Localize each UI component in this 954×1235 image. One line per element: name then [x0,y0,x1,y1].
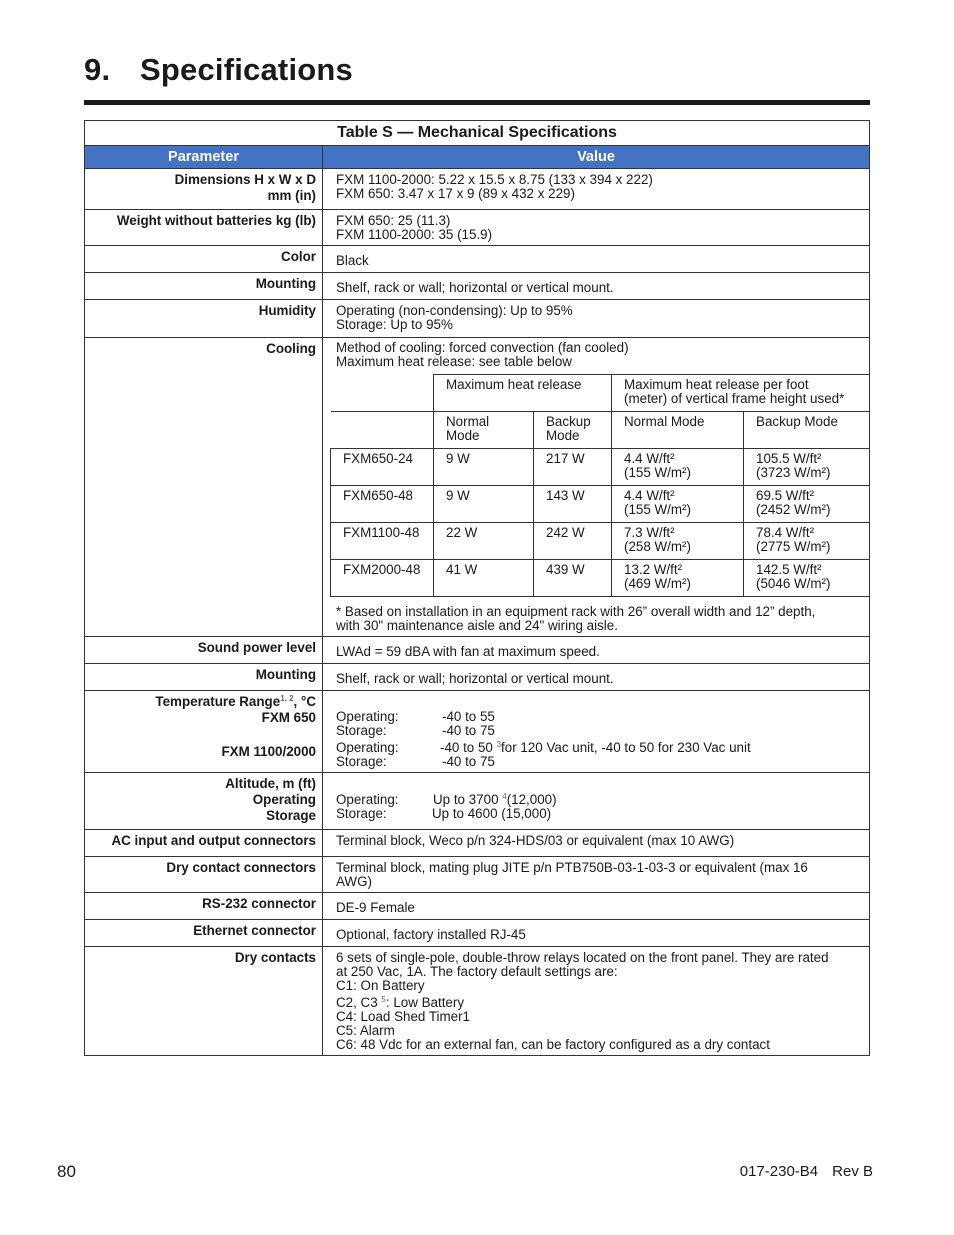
backup-heat-cell: 439 W [534,560,612,597]
value-cell: Terminal block, mating plug JITE p/n PTB750B-03-1-03-3 or equivalent (max 16 AWG) [323,857,870,893]
heading-rule [84,100,870,105]
cooling-value-cell [323,338,870,637]
heat-release-table [330,374,870,597]
value-cell: FXM 1100-2000: 5.22 x 15.5 x 8.75 (133 x 394 x 222) FXM 650: 3.47 x 17 x 9 (89 x 432 x 229) [323,169,870,210]
table-row [85,664,870,691]
value-cell: Optional, factory installed RJ-45 [323,920,870,947]
value-cell: Terminal block, Weco p/n 324-HDS/03 or equivalent (max 10 AWG) [323,830,870,857]
heat-subheader-row [331,412,870,449]
table-header-row [85,146,870,169]
value-cell: Black [323,246,870,273]
model-cell: FXM650-48 [331,486,434,523]
section-heading [84,52,353,88]
value-cell: Shelf, rack or wall; horizontal or vertical mount. [323,273,870,300]
parameter-cell: RS-232 connector [85,893,323,920]
table-row [85,857,870,893]
value-cell: FXM 650: 25 (11.3) FXM 1100-2000: 35 (15.9) [323,210,870,246]
table-row [85,637,870,664]
parameter-cell: Altitude, m (ft) Operating Storage [85,773,323,830]
value-cell: Operating (non-condensing): Up to 95% Storage: Up to 95% [323,300,870,338]
cooling-footnote: * Based on installation in an equipment rack with 26” overall width and 12” depth, with 30" maintenance aisle and 24" wiring aisle. [336,604,816,633]
max-heat-header: Maximum heat release [434,375,612,412]
parameter-cell: Sound power level [85,637,323,664]
parameter-cell: Cooling [85,338,323,637]
parameter-cell: Dry contacts [85,947,323,1056]
parameter-cell: Dry contact connectors [85,857,323,893]
backup-heat-cell: 217 W [534,449,612,486]
normal-mode-header: Normal Mode [434,412,534,449]
cooling-intro: Method of cooling: forced convection (fan cooled) Maximum heat release: see table below [336,340,629,369]
per-foot-backup-cell: 105.5 W/ft² (3723 W/m²) [744,449,870,486]
backup-heat-cell: 143 W [534,486,612,523]
model-cell: FXM2000-48 [331,560,434,597]
table-caption: Table S — Mechanical Specifications [85,121,870,146]
parameter-cell: Ethernet connector [85,920,323,947]
parameter-cell: Temperature Range$^{1, 2}$, °C FXM 650 FXM 1100/2000 [85,691,323,773]
table-row [85,773,870,830]
heat-header-row [331,375,870,412]
table-row [85,300,870,338]
value-cell: Operating: Up to 3700 $^4$(12,000) Storage: Up to 4600 (15,000) [323,773,870,830]
table-row [85,691,870,773]
value-column-header: Value [323,146,870,169]
revision: Rev B [832,1163,873,1180]
heat-data-row [331,560,870,597]
value-cell: LWAd = 59 dBA with fan at maximum speed. [323,637,870,664]
table-row [85,830,870,857]
normal-heat-cell: 41 W [434,560,534,597]
heat-data-row [331,449,870,486]
parameter-cell: Mounting [85,273,323,300]
parameter-cell: Mounting [85,664,323,691]
normal-mode-per-foot-header: Normal Mode [612,412,744,449]
value-cell: 6 sets of single-pole, double-throw relays located on the front panel. They are rated at 250 Vac, 1A. The factory default settings are: C1: On Battery C2, C3 $^5$: Low Battery C4: Load Shed Timer1 C5: Alarm C6: 48 Vdc for an external fan, can be factory configured as a dry contact [323,947,870,1056]
parameter-cell: Weight without batteries kg (lb) [85,210,323,246]
parameter-cell: Color [85,246,323,273]
normal-heat-cell: 9 W [434,486,534,523]
section-title: Specifications [140,52,353,87]
normal-heat-cell: 9 W [434,449,534,486]
page-number: 80 [57,1162,76,1181]
backup-mode-per-foot-header: Backup Mode [744,412,870,449]
table-row [85,893,870,920]
per-foot-backup-cell: 78.4 W/ft² (2775 W/m²) [744,523,870,560]
table-row [85,338,870,637]
per-foot-header: Maximum heat release per foot (meter) of vertical frame height used* [612,375,870,412]
doc-number: 017-230-B4 [739,1163,819,1180]
value-cell: Operating: -40 to 55 Storage: -40 to 75 Operating: -40 to 50 $^3$for 120 Vac unit, -40 to 50 for 230 Vac unit Storage: -40 to 75 [323,691,870,773]
table-row [85,920,870,947]
table-row [85,947,870,1056]
model-cell: FXM650-24 [331,449,434,486]
heat-data-row [331,486,870,523]
backup-mode-header: Backup Mode [534,412,612,449]
parameter-column-header: Parameter [85,146,323,169]
table-row [85,210,870,246]
value-cell: DE-9 Female [323,893,870,920]
document-id [740,1163,873,1180]
table-row [85,246,870,273]
section-number: 9. [84,52,111,87]
heat-data-row [331,523,870,560]
per-foot-backup-cell: 142.5 W/ft² (5046 W/m²) [744,560,870,597]
parameter-cell: Humidity [85,300,323,338]
per-foot-normal-cell: 4.4 W/ft² (155 W/m²) [612,486,744,523]
per-foot-normal-cell: 4.4 W/ft² (155 W/m²) [612,449,744,486]
table-row [85,169,870,210]
mechanical-spec-table [84,120,870,1056]
table-row [85,273,870,300]
model-cell: FXM1100-48 [331,523,434,560]
blank-cell [331,412,434,449]
per-foot-backup-cell: 69.5 W/ft² (2452 W/m²) [744,486,870,523]
per-foot-normal-cell: 7.3 W/ft² (258 W/m²) [612,523,744,560]
backup-heat-cell: 242 W [534,523,612,560]
value-cell: Shelf, rack or wall; horizontal or vertical mount. [323,664,870,691]
blank-cell [331,375,434,412]
parameter-cell: Dimensions H x W x D mm (in) [85,169,323,210]
normal-heat-cell: 22 W [434,523,534,560]
parameter-cell: AC input and output connectors [85,830,323,857]
per-foot-normal-cell: 13.2 W/ft² (469 W/m²) [612,560,744,597]
